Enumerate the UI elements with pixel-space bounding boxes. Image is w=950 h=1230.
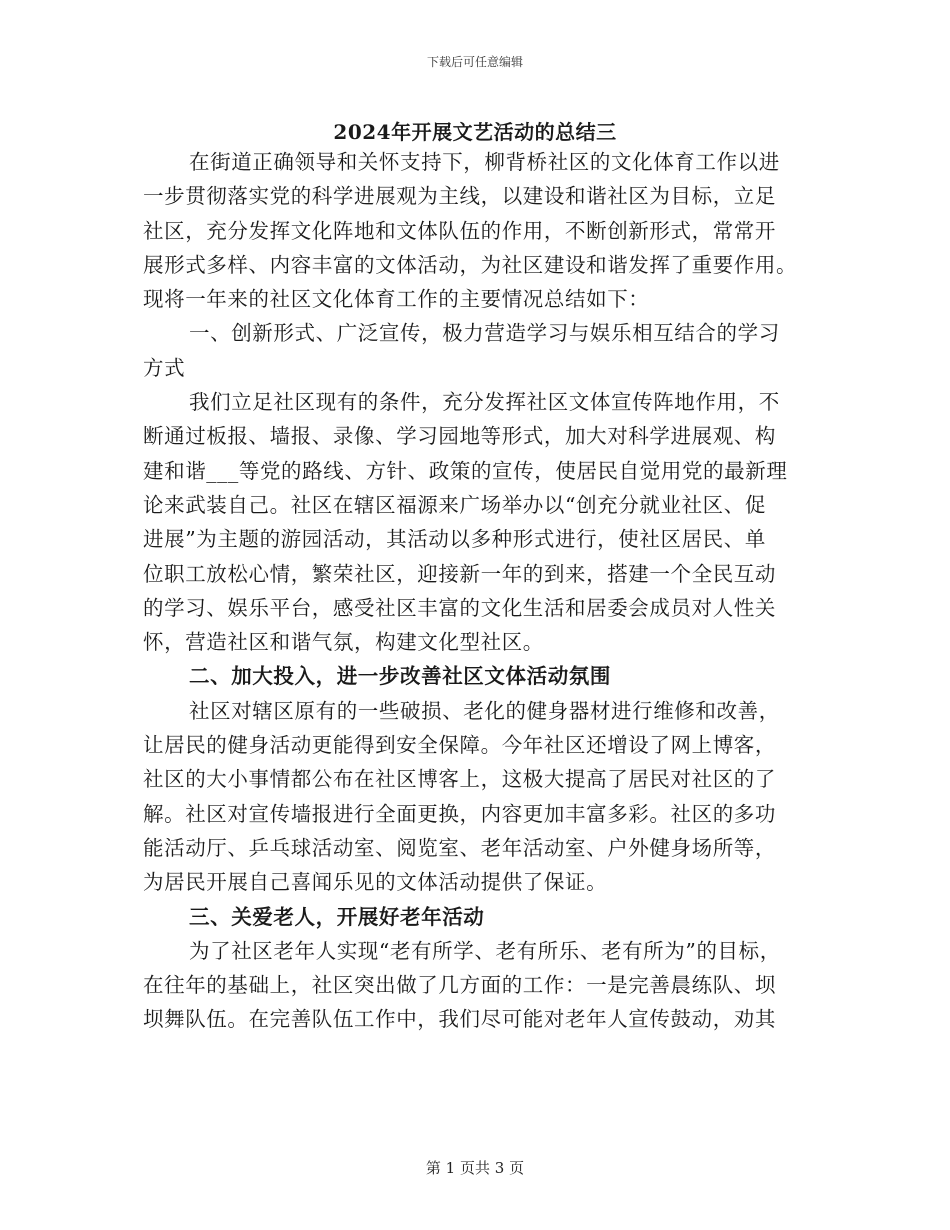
body-text-line: 社区对辖区原有的一些破损、老化的健身器材进行维修和改善， [189, 698, 780, 723]
body-text-line: 让居民的健身活动更能得到安全保障。今年社区还增设了网上博客， [143, 733, 776, 758]
body-text-line: 论来武装自己。社区在辖区福源来广场举办以“创充分就业社区、促 [143, 492, 766, 517]
body-text-line: 建和谐___等党的路线、方针、政策的宣传，使居民自觉用党的最新理 [143, 458, 788, 483]
body-text-line: 在街道正确领导和关怀支持下，柳背桥社区的文化体育工作以进 [189, 150, 780, 174]
body-text-line: 在往年的基础上，社区突出做了几方面的工作：一是完善晨练队、坝 [143, 973, 776, 998]
body-text-line: 一步贯彻落实党的科学进展观为主线，以建设和谐社区为目标，立足 [143, 184, 776, 209]
body-text-line: 怀，营造社区和谐气氛，构建文化型社区。 [143, 630, 544, 655]
body-text-line: 社区的大小事情都公布在社区博客上，这极大提高了居民对社区的了 [143, 767, 776, 792]
body-text-line: 展形式多样、内容丰富的文体活动，为社区建设和谐发挥了重要作用。 [143, 252, 798, 277]
body-text-line: 为居民开展自己喜闻乐见的文体活动提供了保证。 [143, 870, 608, 895]
body-text-line: 位职工放松心情，繁荣社区，迎接新一年的到来，搭建一个全民互动 [143, 561, 776, 586]
header-note: 下载后可任意编辑 [426, 55, 523, 69]
body-text-line: 能活动厅、乒乓球活动室、阅览室、老年活动室、户外健身场所等， [143, 835, 776, 860]
body-text-line: 社区，充分发挥文化阵地和文体队伍的作用，不断创新形式，常常开 [143, 218, 776, 243]
body-text-line: 进展”为主题的游园活动，其活动以多种形式进行，使社区居民、单 [143, 527, 766, 552]
page-footer: 第 1 页共 3 页 [425, 1159, 525, 1177]
body-text-line: 断通过板报、墙报、录像、学习园地等形式，加大对科学进展观、构 [143, 424, 776, 449]
section-heading-line: 二、加大投入，进一步改善社区文体活动氛围 [189, 664, 611, 689]
body-text-line: 一、创新形式、广泛宣传，极力营造学习与娱乐相互结合的学习 [189, 321, 780, 346]
document-body [143, 145, 799, 1037]
body-text-line: 坝舞队伍。在完善队伍工作中，我们尽可能对老年人宣传鼓动，劝其 [143, 1007, 776, 1032]
body-text-line: 为了社区老年人实现“老有所学、老有所乐、老有所为”的目标， [189, 938, 781, 963]
body-text-line: 方式 [143, 355, 186, 380]
section-heading-line: 三、关爱老人，开展好老年活动 [189, 904, 485, 929]
body-text-line: 的学习、娱乐平台，感受社区丰富的文化生活和居委会成员对人性关 [143, 595, 776, 620]
document-title: 2024年开展文艺活动的总结三 [333, 120, 617, 144]
body-text-line: 现将一年来的社区文化体育工作的主要情况总结如下： [143, 287, 650, 312]
body-text-line: 解。社区对宣传墙报进行全面更换，内容更加丰富多彩。社区的多功 [143, 801, 776, 826]
body-text-line: 我们立足社区现有的条件，充分发挥社区文体宣传阵地作用，不 [189, 390, 780, 415]
